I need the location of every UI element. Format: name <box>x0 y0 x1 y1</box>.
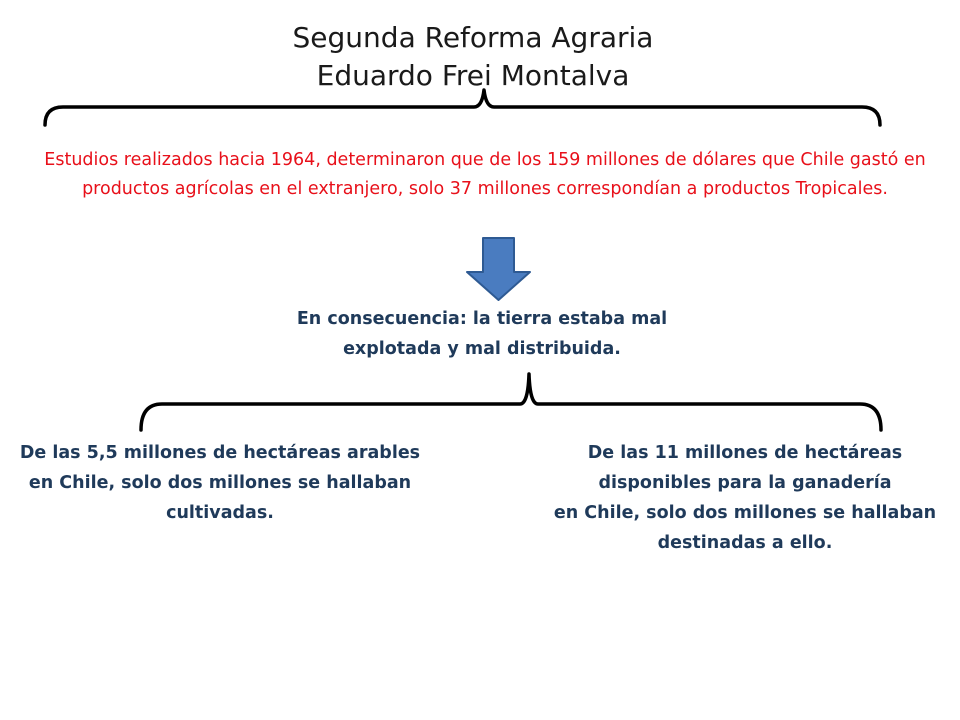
down-arrow-icon <box>467 238 530 300</box>
right-branch-line: De las 11 millones de hectáreas <box>587 443 903 463</box>
consequence-statement: En consecuencia: la tierra estaba mal explotada y mal distribuida. <box>296 309 668 359</box>
top-brace <box>45 90 880 125</box>
right-branch-line: en Chile, solo dos millones se hallaban <box>553 503 937 523</box>
diagram-title-line-2: Eduardo Frei Montalva <box>316 59 630 92</box>
right-branch-line: disponibles para la ganadería <box>598 473 892 493</box>
right-branch-line: destinadas a ello. <box>657 533 833 553</box>
right-branch-text <box>535 438 955 558</box>
bottom-brace <box>141 374 881 430</box>
diagram-title-line-1: Segunda Reforma Agraria <box>292 21 654 54</box>
intro-statement: Estudios realizados hacia 1964, determinaron que de los 159 millones de dólares que Chile gastó en productos agrícolas en el extranjero, solo 37 millones correspondían a productos Tropicales. <box>44 150 926 199</box>
left-branch-text: De las 5,5 millones de hectáreas arables en Chile, solo dos millones se hallaban cultivadas. <box>19 443 421 523</box>
